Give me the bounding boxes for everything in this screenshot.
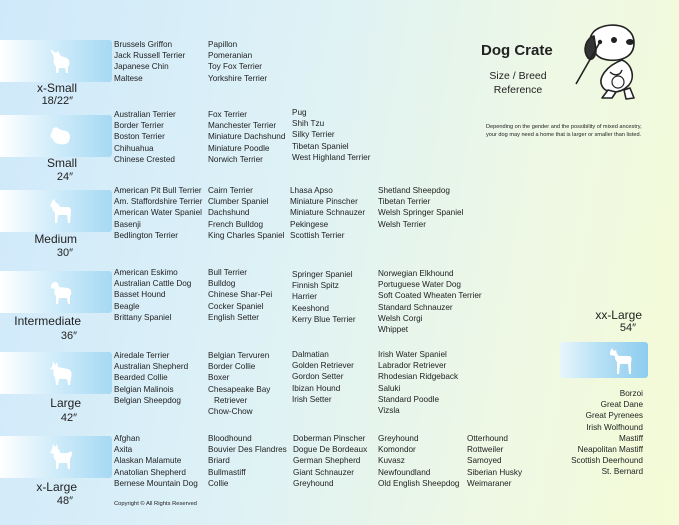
breed-name: Norwich Terrier (208, 154, 263, 164)
breed-name: Border Collie (208, 362, 256, 372)
breed-column (293, 433, 367, 489)
breed-name: American Water Spaniel (114, 208, 202, 218)
breed-column (292, 269, 356, 325)
breed-name: Greyhound (378, 434, 419, 443)
breed-name: Vizsla (378, 405, 400, 415)
tab-xx-large (560, 342, 648, 378)
breed-column (208, 109, 285, 165)
breed-column (114, 267, 191, 323)
papillon-icon (44, 45, 76, 77)
breed-column (378, 268, 482, 335)
page-subtitle (482, 69, 554, 97)
tab-x-large (0, 436, 112, 478)
size-inches-small: 24″ (56, 171, 73, 183)
size-label-small: Small (46, 156, 77, 170)
breed-name: Belgian Malinois (114, 384, 174, 394)
breed-name: Dalmatian (292, 350, 329, 359)
breed-name: Bedlington Terrier (114, 230, 179, 240)
breed-name: Labrador Retriever (378, 361, 447, 371)
breed-name: Maltese (114, 73, 143, 83)
breed-column (292, 107, 370, 163)
size-inches-x-small: 18/22″ (41, 95, 73, 107)
subtitle-line-1: Size / Breed (489, 70, 547, 82)
breed-name: St. Bernard (601, 467, 643, 477)
breed-name: Bulldog (208, 279, 236, 289)
disclaimer (486, 123, 642, 139)
breed-name: Doberman Pinscher (293, 434, 366, 443)
breed-name: Afghan (114, 434, 140, 443)
breed-column (208, 350, 270, 417)
maltese-icon (44, 120, 76, 152)
breed-column (292, 349, 354, 405)
breed-name: Border Terrier (114, 121, 164, 131)
breed-name: Belgian Sheepdog (114, 395, 181, 405)
page-title: Dog Crate (481, 42, 553, 59)
size-inches-large: 42″ (60, 412, 77, 424)
breed-name: Lhasa Apso (290, 186, 333, 195)
breed-name: American Eskimo (114, 268, 178, 277)
breed-name: Portuguese Water Dog (378, 280, 461, 290)
breed-name: Whippet (378, 324, 409, 334)
breed-name: Clumber Spaniel (208, 197, 269, 207)
size-label-medium: Medium (34, 232, 77, 246)
breed-name: Pug (292, 108, 307, 117)
breed-name: English Setter (208, 312, 259, 322)
breed-name: Miniature Schnauzer (290, 208, 366, 218)
breed-name: Chesapeake Bay (208, 384, 271, 394)
breed-column (208, 433, 287, 489)
tab-medium (0, 190, 112, 232)
breed-name: Standard Schnauzer (378, 302, 453, 312)
breed-column (208, 267, 272, 323)
breed-name: Bloodhound (208, 434, 252, 443)
breed-name: American Pit Bull Terrier (114, 186, 202, 195)
breed-name: Australian Cattle Dog (114, 279, 192, 289)
breed-name: Welsh Springer Spaniel (378, 208, 464, 218)
breed-name: Gordon Setter (292, 372, 344, 382)
tab-intermediate (0, 271, 112, 313)
breed-column (114, 109, 176, 165)
breed-name: Fox Terrier (208, 110, 247, 119)
breed-name: Chinese Crested (114, 154, 175, 164)
subtitle-line-2: Reference (493, 84, 543, 96)
breed-name: Samoyed (467, 456, 502, 466)
breed-name: King Charles Spaniel (208, 230, 285, 240)
breed-name: Boxer (208, 373, 230, 383)
breed-name: Komondor (378, 445, 416, 455)
size-inches-intermediate: 36″ (60, 330, 77, 342)
size-label-intermediate: Intermediate (14, 314, 81, 328)
breed-name: Australian Shepherd (114, 362, 189, 372)
breed-name: Great Dane (600, 400, 643, 410)
collie-icon (44, 357, 76, 389)
breed-name: Bullmastiff (208, 467, 246, 477)
breed-name: Greyhound (293, 478, 334, 488)
tab-x-small (0, 40, 112, 82)
breed-name: Shetland Sheepdog (378, 186, 450, 195)
breed-name: Chihuahua (114, 143, 154, 153)
breed-column (114, 433, 198, 489)
size-inches-medium: 30″ (56, 247, 73, 259)
breed-name: Giant Schnauzer (293, 467, 354, 477)
breed-name: Bouvier Des Flandres (208, 445, 287, 455)
breed-name: Basset Hound (114, 290, 166, 300)
breed-name: Saluki (378, 383, 401, 393)
great-dane-icon (604, 344, 636, 376)
breed-name: Alaskan Malamute (114, 456, 182, 466)
breed-name: Yorkshire Terrier (208, 73, 268, 83)
breed-column (378, 349, 458, 416)
breed-name: Scottish Terrier (290, 230, 345, 240)
tab-large (0, 352, 112, 394)
breed-name: Dogue De Bordeaux (293, 445, 368, 455)
breed-column (208, 185, 284, 241)
breed-name: Cairn Terrier (208, 186, 253, 195)
breed-name: Belgian Tervuren (208, 351, 270, 360)
breed-name: Irish Setter (292, 394, 332, 404)
breed-name: Anatolian Shepherd (114, 467, 186, 477)
breed-name: Briard (208, 456, 230, 466)
breed-name: Shih Tzu (292, 119, 325, 129)
size-label-large: Large (50, 396, 81, 410)
breed-name: Scottish Deerhound (571, 456, 643, 466)
breed-name: Mastiff (619, 433, 643, 443)
breed-name: Welsh Corgi (378, 313, 423, 323)
breed-name: Brittany Spaniel (114, 312, 172, 322)
breed-name: Axita (114, 445, 133, 455)
breed-name: Standard Poodle (378, 394, 439, 404)
breed-name: Dachshund (208, 208, 250, 218)
breed-column (378, 433, 459, 489)
breed-name: Golden Retriever (292, 361, 354, 371)
breed-name: Neapolitan Mastiff (577, 444, 643, 454)
breed-name: Weimaraner (467, 478, 512, 488)
breed-name: Papillon (208, 40, 238, 49)
breed-name: Miniature Poodle (208, 143, 270, 153)
breed-name: Finnish Spitz (292, 281, 339, 291)
breed-name: Miniature Pinscher (290, 197, 358, 207)
size-label-xx-large: xx-Large (595, 308, 642, 322)
breed-name: Soft Coated Wheaten Terrier (378, 291, 482, 301)
breed-name: Chinese Shar-Pei (208, 290, 273, 300)
breed-name: Kuvasz (378, 456, 405, 466)
breed-name: Harrier (292, 292, 318, 302)
breed-name: Jack Russell Terrier (114, 51, 186, 61)
copyright-notice: Copyright © All Rights Reserved (114, 501, 197, 507)
size-inches-xx-large: 54″ (619, 322, 636, 334)
breed-name: Ibizan Hound (292, 383, 341, 393)
breed-name: Old English Sheepdog (378, 478, 460, 488)
breed-column (378, 185, 463, 230)
akita-icon (44, 441, 76, 473)
breed-column (114, 39, 185, 84)
breed-name: Rhodesian Ridgeback (378, 372, 459, 382)
breed-name: Toy Fox Terrier (208, 62, 262, 72)
breed-name: West Highland Terrier (292, 152, 371, 162)
breed-name: Chow-Chow (208, 406, 253, 416)
xx-large-breed-list (571, 388, 643, 478)
breed-name: Airedale Terrier (114, 351, 170, 360)
cartoon-dog-mascot-icon (562, 20, 646, 102)
size-label-x-large: x-Large (36, 480, 77, 494)
breed-name: French Bulldog (208, 219, 264, 229)
breed-name: Irish Wolfhound (586, 422, 643, 432)
breed-column (467, 433, 522, 489)
breed-name: Japanese Chin (114, 62, 169, 72)
breed-name: Siberian Husky (467, 467, 523, 477)
breed-name: Pekingese (290, 219, 329, 229)
breed-name: Am. Staffordshire Terrier (114, 197, 203, 207)
breed-name: Tibetan Terrier (378, 197, 431, 207)
breed-name: Collie (208, 478, 229, 488)
breed-name: Retriever (214, 395, 248, 405)
breed-column (114, 185, 202, 241)
breed-name: Boston Terrier (114, 132, 165, 142)
breed-name: Borzoi (619, 389, 643, 398)
breed-name: Cocker Spaniel (208, 301, 264, 311)
breed-name: Irish Water Spaniel (378, 350, 447, 359)
breed-name: Tibetan Spaniel (292, 141, 349, 151)
breed-name: Silky Terrier (292, 130, 335, 140)
breed-name: Pomeranian (208, 51, 253, 61)
tab-small (0, 115, 112, 157)
breed-column (114, 350, 188, 406)
disclaimer-line-2: your dog may need a home that is larger or smaller than listed. (486, 132, 642, 138)
breed-name: Keeshond (292, 303, 329, 313)
breed-name: Rottweiler (467, 445, 504, 455)
breed-column (208, 39, 267, 84)
size-label-x-small: x-Small (36, 81, 77, 95)
breed-name: Bearded Collie (114, 373, 168, 383)
breed-name: Norwegian Elkhound (378, 269, 454, 278)
disclaimer-line-1: Depending on the gender and the possibility of mixed ancestry, (486, 124, 642, 130)
breed-name: Kerry Blue Terrier (292, 314, 356, 324)
breed-name: Bernese Mountain Dog (114, 478, 198, 488)
breed-name: Beagle (114, 301, 140, 311)
breed-name: Bull Terrier (208, 268, 247, 277)
breed-name: Otterhound (467, 434, 508, 443)
breed-name: German Shepherd (293, 456, 361, 466)
retriever-icon (44, 276, 76, 308)
breed-name: Newfoundland (378, 467, 431, 477)
breed-name: Basenji (114, 219, 141, 229)
breed-name: Great Pyrenees (585, 411, 643, 421)
breed-name: Manchester Terrier (208, 121, 277, 131)
breed-name: Australian Terrier (114, 110, 176, 119)
size-inches-x-large: 48″ (56, 495, 73, 507)
breed-name: Springer Spaniel (292, 270, 353, 279)
breed-name: Miniature Dachshund (208, 132, 286, 142)
breed-name: Brussels Griffon (114, 40, 173, 49)
breed-name: Welsh Terrier (378, 219, 426, 229)
terrier-icon (44, 195, 76, 227)
breed-column (290, 185, 365, 241)
